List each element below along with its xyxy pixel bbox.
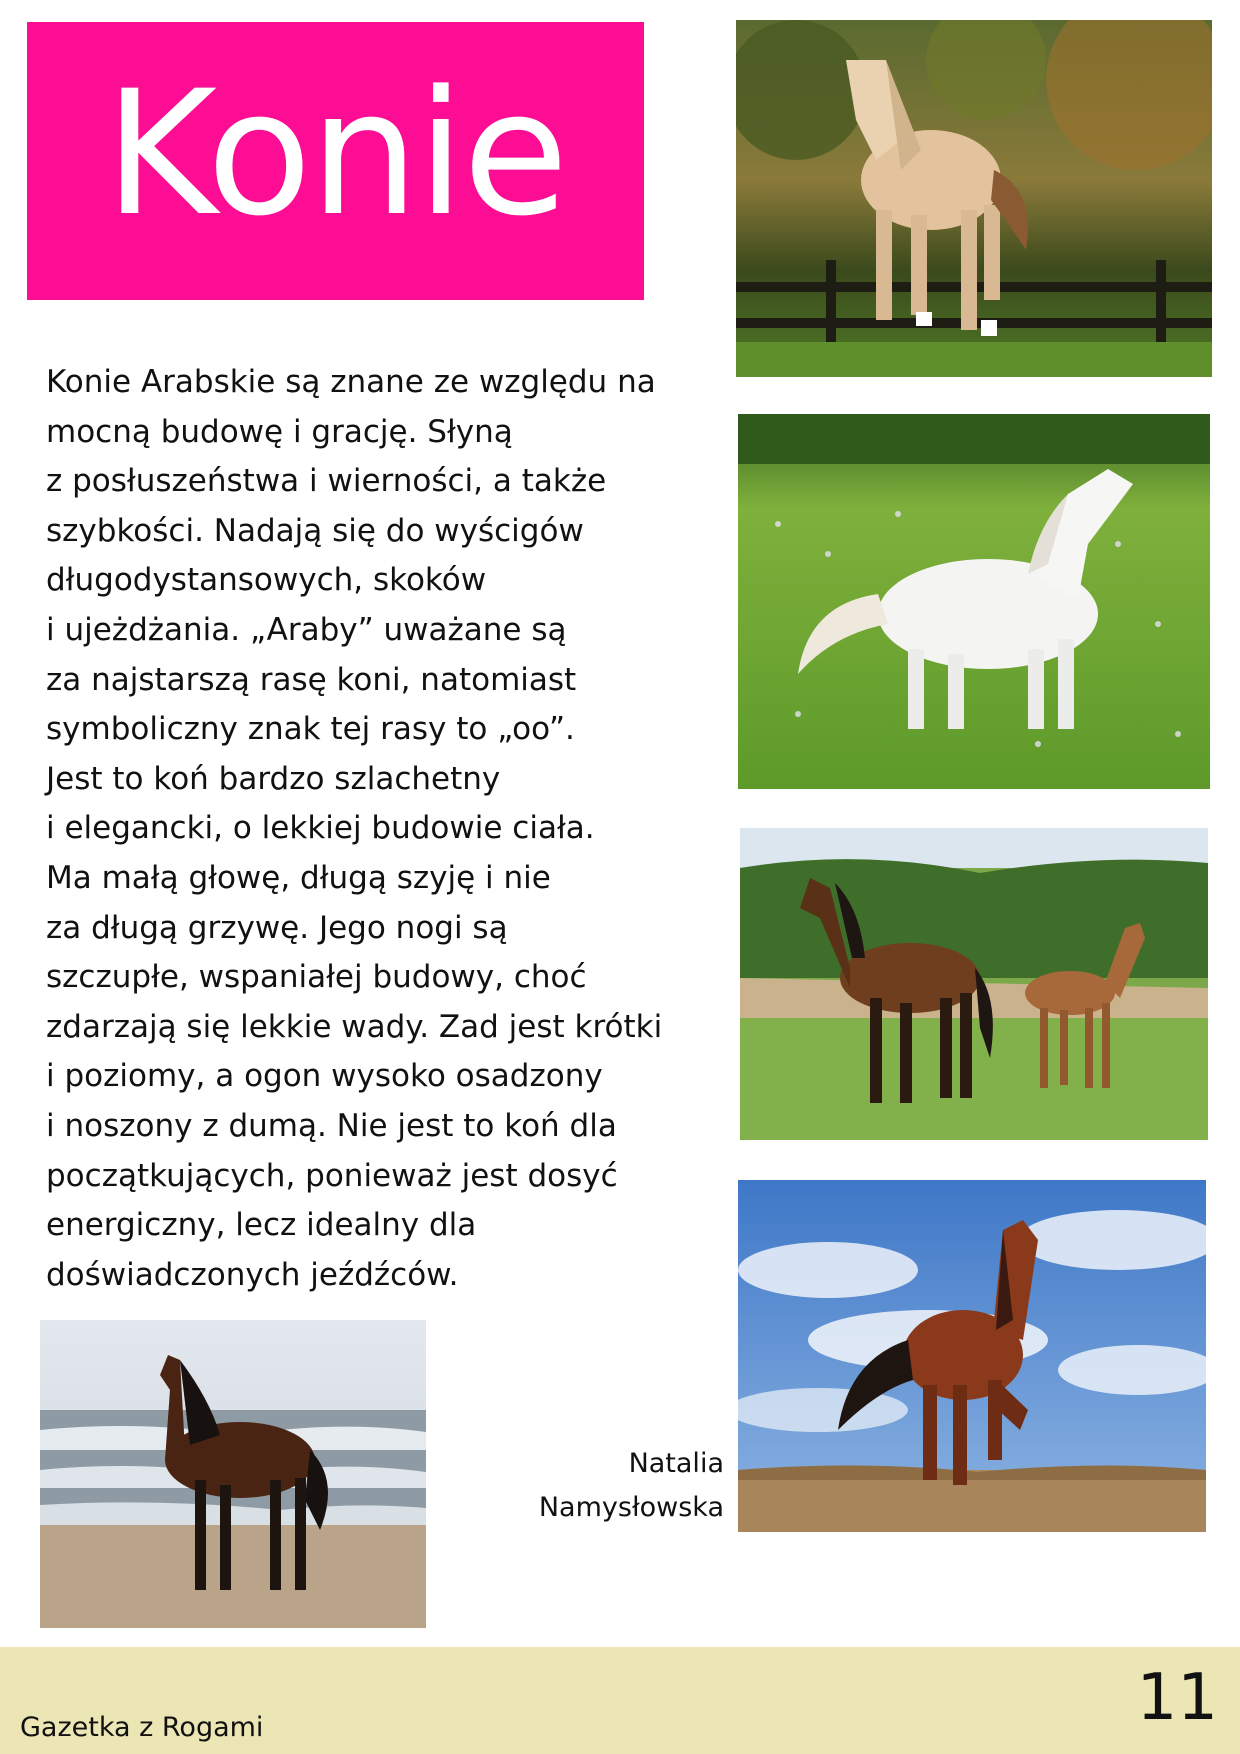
author-byline (539, 1442, 724, 1530)
article-line: i ujeżdżania. „Araby” uważane są (46, 611, 567, 648)
article-line: mocną budowę i grację. Słyną (46, 413, 513, 450)
article-line: za najstarszą rasę koni, natomiast (46, 661, 577, 698)
article-line: początkujących, ponieważ jest dosyć (46, 1157, 618, 1194)
page-title: Konie (104, 53, 567, 254)
article-line: długodystansowych, skoków (46, 562, 487, 599)
bay-horse-beach-photo (40, 1320, 426, 1628)
article-line: symboliczny znak tej rasy to „oo”. (46, 711, 575, 748)
publication-name: Gazetka z Rogami (20, 1712, 264, 1743)
article-line: i poziomy, a ogon wysoko osadzony (46, 1058, 603, 1095)
article-line: z posłuszeństwa i wierności, a także (46, 463, 607, 500)
page-footer (0, 1647, 1240, 1754)
article-line: Ma małą głowę, długą szyję i nie (46, 859, 551, 896)
article-body (46, 358, 706, 1300)
article-line: zdarzają się lekkie wady. Zad jest krótki (46, 1008, 663, 1045)
title-banner (27, 22, 644, 300)
author-first-name: Natalia (628, 1448, 724, 1479)
author-last-name: Namysłowska (538, 1492, 724, 1523)
article-line: i elegancki, o lekkiej budowie ciała. (46, 810, 595, 847)
article-line: szczupłe, wspaniałej budowy, choć (46, 959, 587, 996)
chestnut-horse-photo (738, 1180, 1206, 1532)
palomino-horse-photo (736, 20, 1212, 377)
white-horse-photo (738, 414, 1210, 789)
mare-and-foal-photo (740, 828, 1208, 1140)
article-line: i noszony z dumą. Nie jest to koń dla (46, 1107, 617, 1144)
article-line: za długą grzywę. Jego nogi są (46, 909, 508, 946)
article-line: doświadczonych jeźdźców. (46, 1256, 459, 1293)
article-line: Konie Arabskie są znane ze względu na (46, 364, 656, 400)
article-line: energiczny, lecz idealny dla (46, 1207, 477, 1244)
page-number: 11 (1136, 1661, 1218, 1735)
article-line: Jest to koń bardzo szlachetny (46, 760, 501, 797)
article-line: szybkości. Nadają się do wyścigów (46, 512, 584, 549)
